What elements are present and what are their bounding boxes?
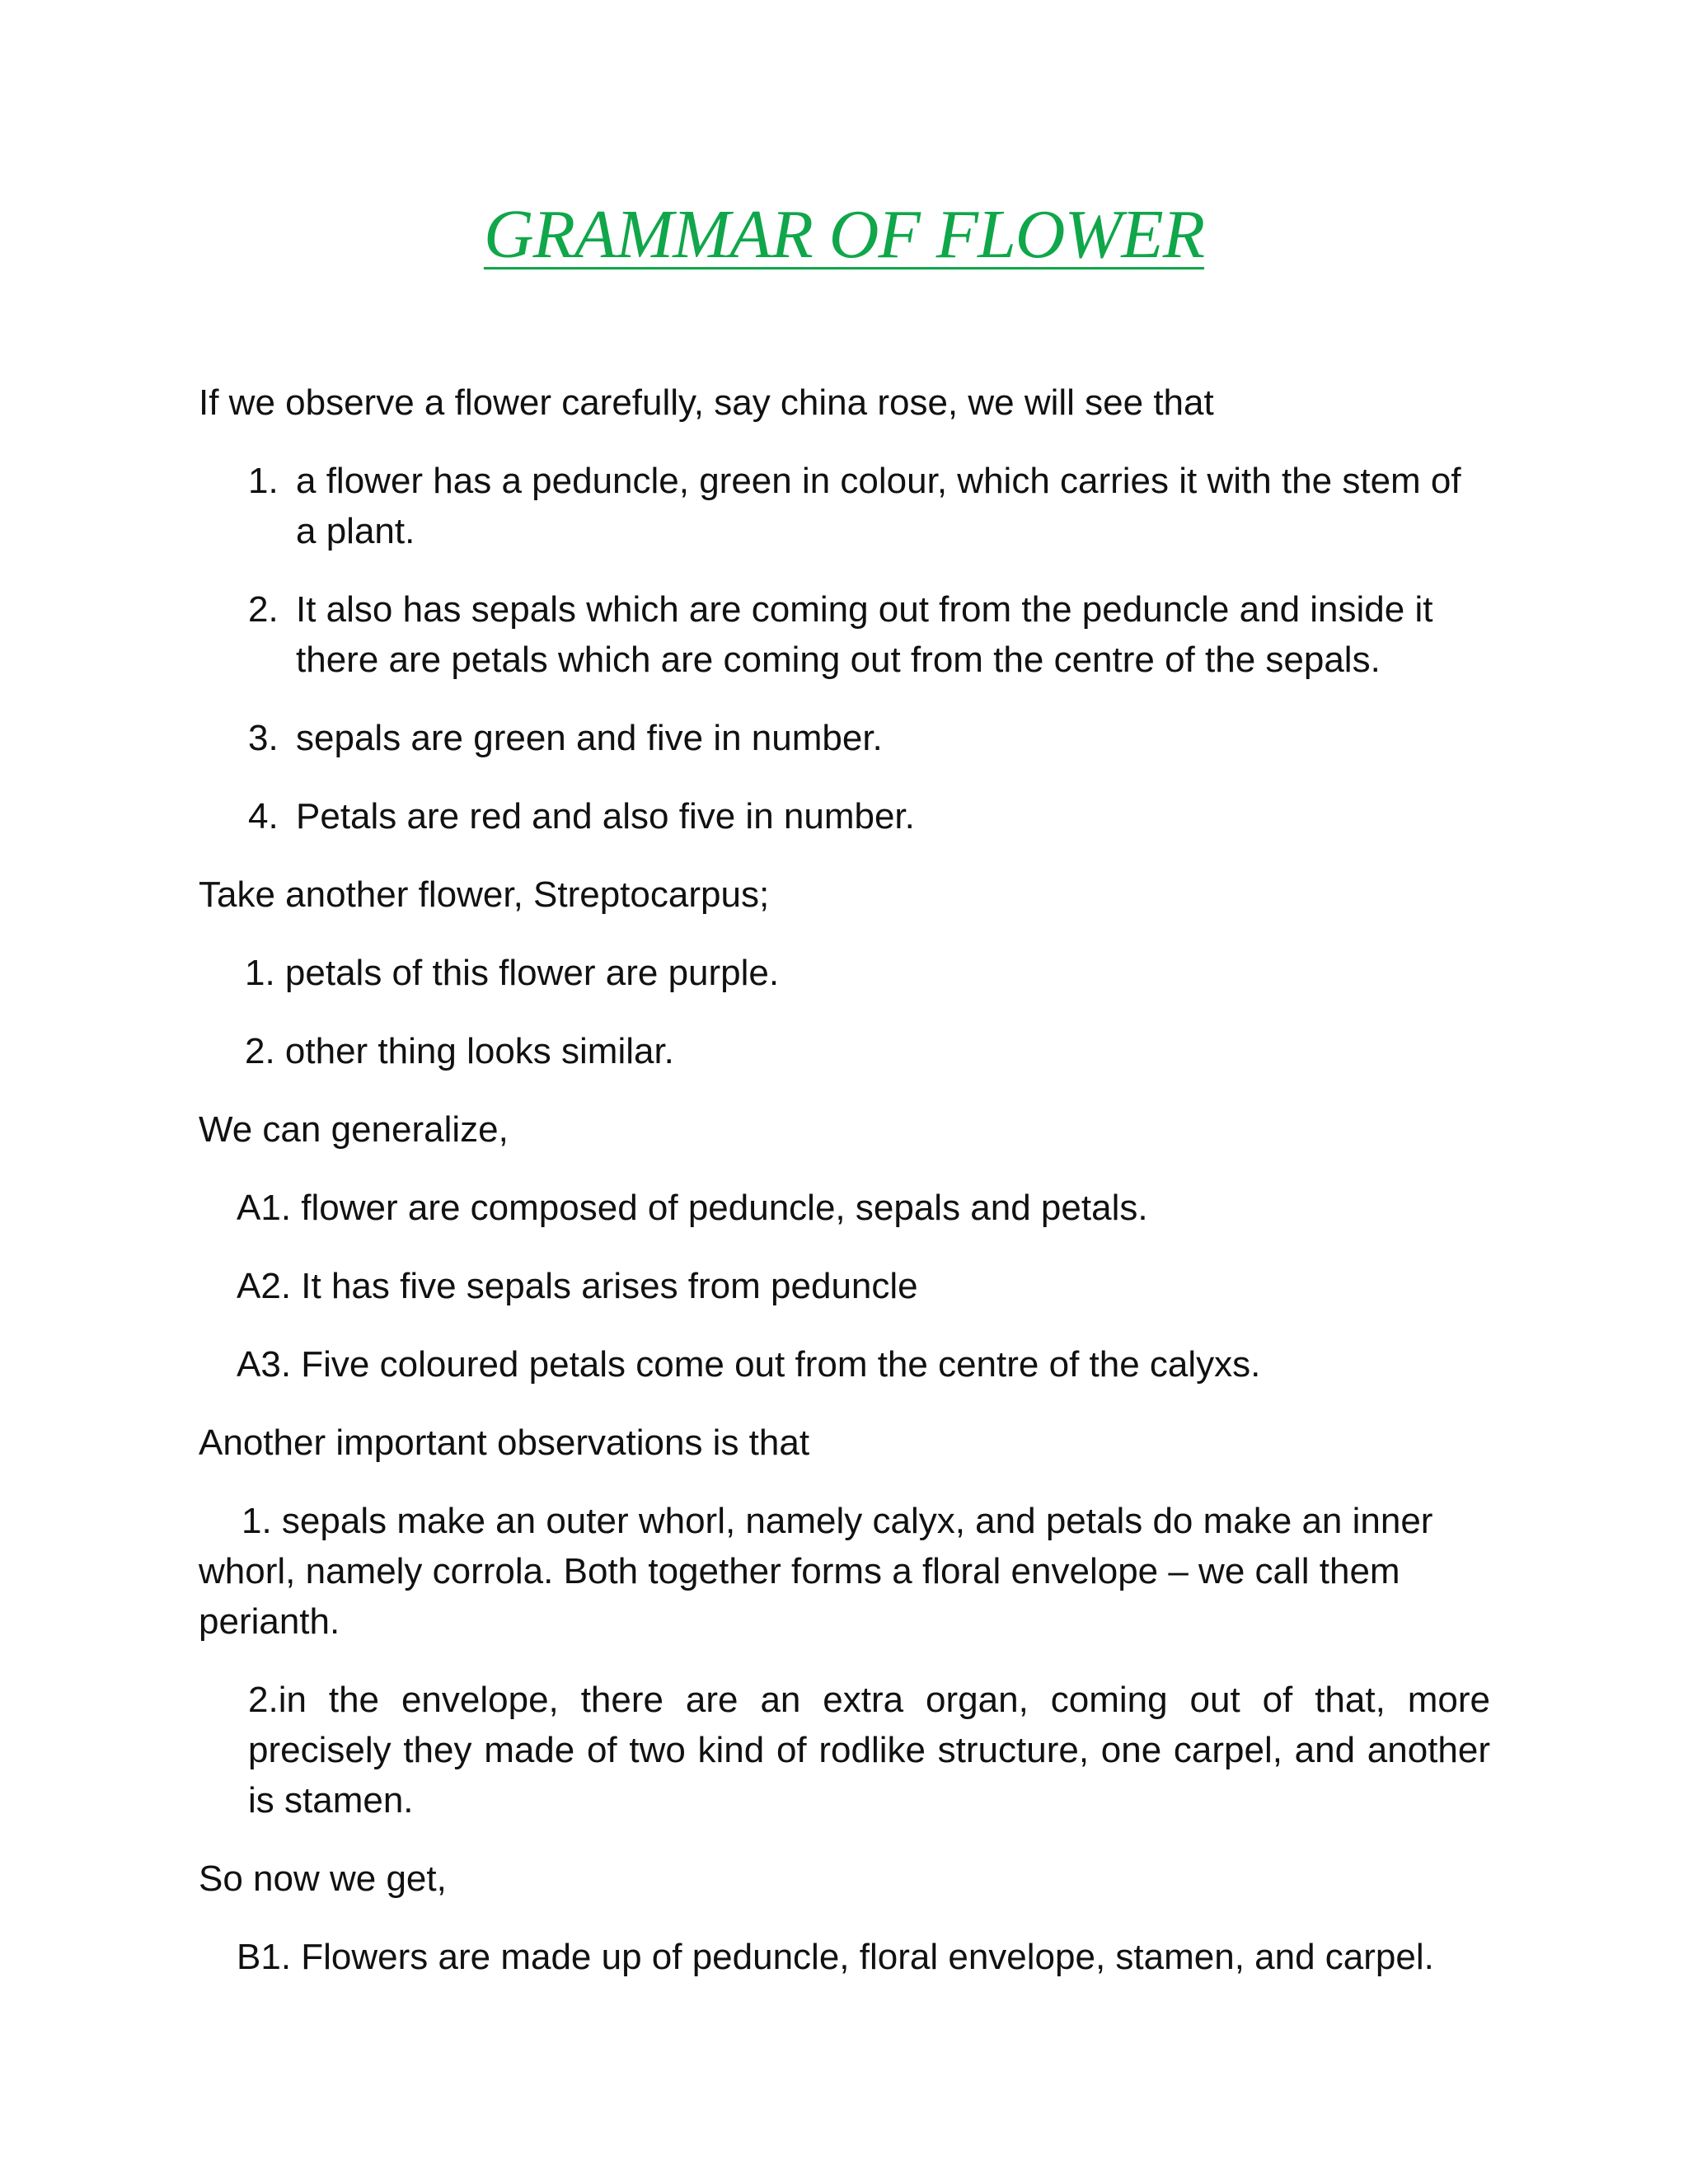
observation-item-1: 1. sepals make an outer whorl, namely calyx, and petals do make an inner whorl, namely corrola. Both together forms a floral envelope – we call them perianth. xyxy=(199,1501,1433,1642)
list-item: A2. It has five sepals arises from peduncle xyxy=(237,1266,918,1306)
generalize-intro: We can generalize, xyxy=(199,1109,509,1150)
streptocarpus-list xyxy=(199,948,1490,1076)
conclusion-intro: So now we get, xyxy=(199,1858,447,1899)
intro-paragraph: If we observe a flower carefully, say china rose, we will see that xyxy=(199,382,1214,423)
list-item: 4. Petals are red and also five in number. xyxy=(248,796,915,837)
page-title-text: GRAMMAR OF FLOWER xyxy=(483,196,1205,273)
list-item: 1. a flower has a peduncle, green in colour, which carries it with the stem of a plant. xyxy=(248,461,1461,551)
list-item: 2. other thing looks similar. xyxy=(245,1031,674,1071)
generalize-list xyxy=(199,1183,1490,1390)
conclusion-item-b1: B1. Flowers are made up of peduncle, floral envelope, stamen, and carpel. xyxy=(237,1937,1434,1977)
page-title xyxy=(0,194,1688,276)
list-item: 2. It also has sepals which are coming out from the peduncle and inside it there are petals which are coming out from the centre of the sepals. xyxy=(248,589,1433,680)
list-item: A3. Five coloured petals come out from the centre of the calyxs. xyxy=(237,1344,1261,1385)
document-body xyxy=(199,377,1490,2010)
list-item: 1. petals of this flower are purple. xyxy=(245,953,780,993)
list-item: 3. sepals are green and five in number. xyxy=(248,718,883,758)
china-rose-list xyxy=(199,456,1490,841)
streptocarpus-intro: Take another flower, Streptocarpus; xyxy=(199,874,770,915)
list-item: A1. flower are composed of peduncle, sepals and petals. xyxy=(237,1188,1148,1228)
observation-item-2: 2.in the envelope, there are an extra organ, coming out of that, more precisely they made of two kind of rodlike structure, one carpel, and another is stamen. xyxy=(248,1680,1490,1821)
observation-intro: Another important observations is that xyxy=(199,1422,810,1463)
